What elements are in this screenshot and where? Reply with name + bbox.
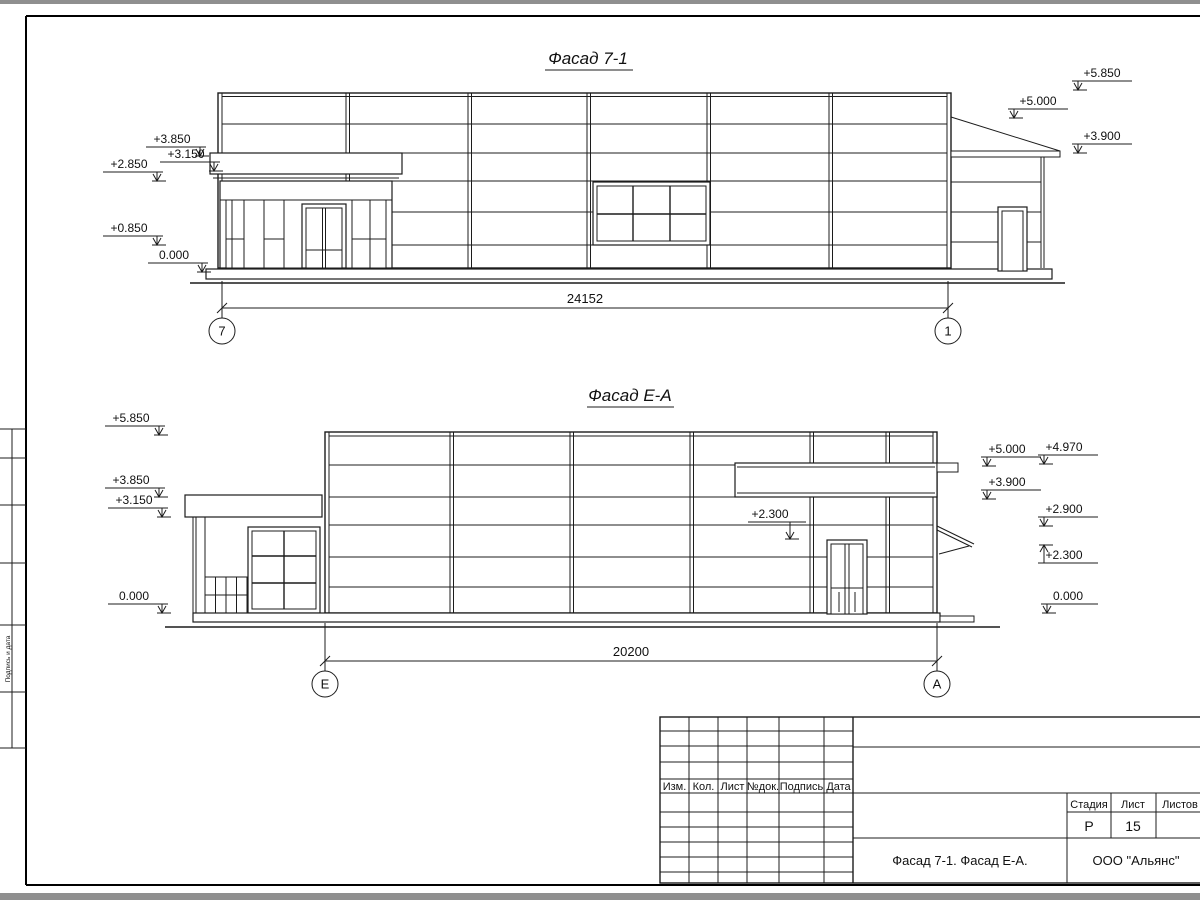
svg-text:+2.900: +2.900 bbox=[1045, 502, 1083, 516]
svg-text:+5.850: +5.850 bbox=[112, 411, 150, 425]
svg-text:1: 1 bbox=[944, 323, 952, 339]
svg-text:0.000: 0.000 bbox=[118, 589, 150, 603]
facade-7-1-base bbox=[190, 269, 1065, 283]
company-name: ООО "Альянс" bbox=[1092, 853, 1180, 868]
col-list: Лист bbox=[720, 781, 745, 793]
elevation-mark bbox=[1038, 440, 1098, 464]
facade-e-a-dimension bbox=[320, 623, 942, 671]
elevation-mark bbox=[108, 589, 171, 613]
svg-text:+2.300: +2.300 bbox=[1045, 548, 1083, 562]
facade-e-a-door bbox=[827, 540, 867, 614]
stage-value: Р bbox=[1084, 818, 1094, 834]
svg-text:Е: Е bbox=[320, 676, 330, 692]
svg-text:+2.300: +2.300 bbox=[751, 507, 789, 521]
svg-text:+3.150: +3.150 bbox=[167, 147, 205, 161]
annex-lattice bbox=[205, 577, 247, 613]
elevation-mark bbox=[1072, 129, 1132, 153]
col-data: Дата bbox=[826, 781, 851, 793]
axis-bubble-7 bbox=[209, 318, 235, 344]
svg-text:+5.000: +5.000 bbox=[1019, 94, 1057, 108]
facade-7-1-title: Фасад 7-1 bbox=[548, 49, 628, 68]
elevation-mark bbox=[105, 411, 168, 435]
annex-window bbox=[248, 527, 320, 613]
facade-7-1-annex bbox=[951, 117, 1060, 271]
stage-label: Стадия bbox=[1070, 799, 1108, 811]
facade-7-1-window bbox=[593, 182, 710, 245]
svg-text:+3.900: +3.900 bbox=[1083, 129, 1121, 143]
doc-title: Фасад 7-1. Фасад Е-А. bbox=[892, 853, 1028, 868]
facade-7-1-entrance-canopy bbox=[210, 153, 402, 178]
elevation-mark bbox=[748, 507, 806, 539]
svg-text:0.000: 0.000 bbox=[1052, 589, 1084, 603]
facade-e-a-title: Фасад Е-А bbox=[588, 386, 672, 405]
title-block bbox=[660, 717, 1200, 883]
svg-text:+3.150: +3.150 bbox=[115, 493, 153, 507]
elevation-mark bbox=[103, 221, 166, 245]
entrance-door bbox=[302, 204, 346, 268]
side-stamp bbox=[0, 429, 26, 748]
stage-sheet-cells bbox=[1070, 799, 1198, 834]
side-stamp-label: Подпись и дата bbox=[5, 635, 12, 683]
svg-text:+5.850: +5.850 bbox=[1083, 66, 1121, 80]
facade-e-a-left-annex bbox=[185, 495, 322, 613]
elevation-mark bbox=[981, 475, 1041, 499]
svg-text:+4.970: +4.970 bbox=[1045, 440, 1083, 454]
svg-text:+3.850: +3.850 bbox=[153, 132, 191, 146]
axis-bubble-e bbox=[312, 671, 338, 697]
elevation-mark bbox=[103, 157, 166, 181]
axis-bubble-1 bbox=[935, 318, 961, 344]
svg-text:0.000: 0.000 bbox=[158, 248, 190, 262]
facade-e-a bbox=[105, 386, 1098, 697]
col-kol: Кол. bbox=[692, 781, 715, 793]
facade-e-a-right-canopy bbox=[937, 526, 974, 554]
facade-e-a-fascia-band bbox=[735, 463, 958, 497]
facade-7-1-storefront bbox=[220, 181, 392, 268]
dimension-value: 24152 bbox=[566, 291, 604, 306]
revision-headers bbox=[663, 781, 852, 793]
svg-text:А: А bbox=[932, 676, 942, 692]
elevation-mark bbox=[1041, 589, 1098, 613]
dimension-value: 20200 bbox=[612, 644, 650, 659]
facade-7-1-dimension bbox=[217, 281, 953, 318]
svg-text:+0.850: +0.850 bbox=[110, 221, 148, 235]
col-podpis: Подпись bbox=[779, 781, 824, 793]
elevation-mark bbox=[1008, 94, 1068, 118]
elevation-mark bbox=[981, 442, 1041, 466]
facade-7-1 bbox=[103, 49, 1132, 344]
svg-text:+3.900: +3.900 bbox=[988, 475, 1026, 489]
axis-bubble-a bbox=[924, 671, 950, 697]
sheets-label: Листов bbox=[1162, 799, 1198, 811]
svg-text:+3.850: +3.850 bbox=[112, 473, 150, 487]
svg-text:7: 7 bbox=[218, 323, 226, 339]
svg-text:+2.850: +2.850 bbox=[110, 157, 148, 171]
elevation-mark bbox=[148, 248, 211, 272]
elevation-mark bbox=[1072, 66, 1132, 90]
col-izm: Изм. bbox=[662, 781, 687, 793]
sheet-value: 15 bbox=[1125, 818, 1141, 834]
elevation-mark-up bbox=[1038, 545, 1098, 563]
facade-e-a-base bbox=[165, 613, 1000, 627]
elevation-mark bbox=[1038, 502, 1098, 526]
col-ndok: №док. bbox=[746, 781, 780, 793]
svg-text:+5.000: +5.000 bbox=[988, 442, 1026, 456]
sheet-label: Лист bbox=[1121, 799, 1145, 811]
annex-door bbox=[998, 207, 1027, 271]
